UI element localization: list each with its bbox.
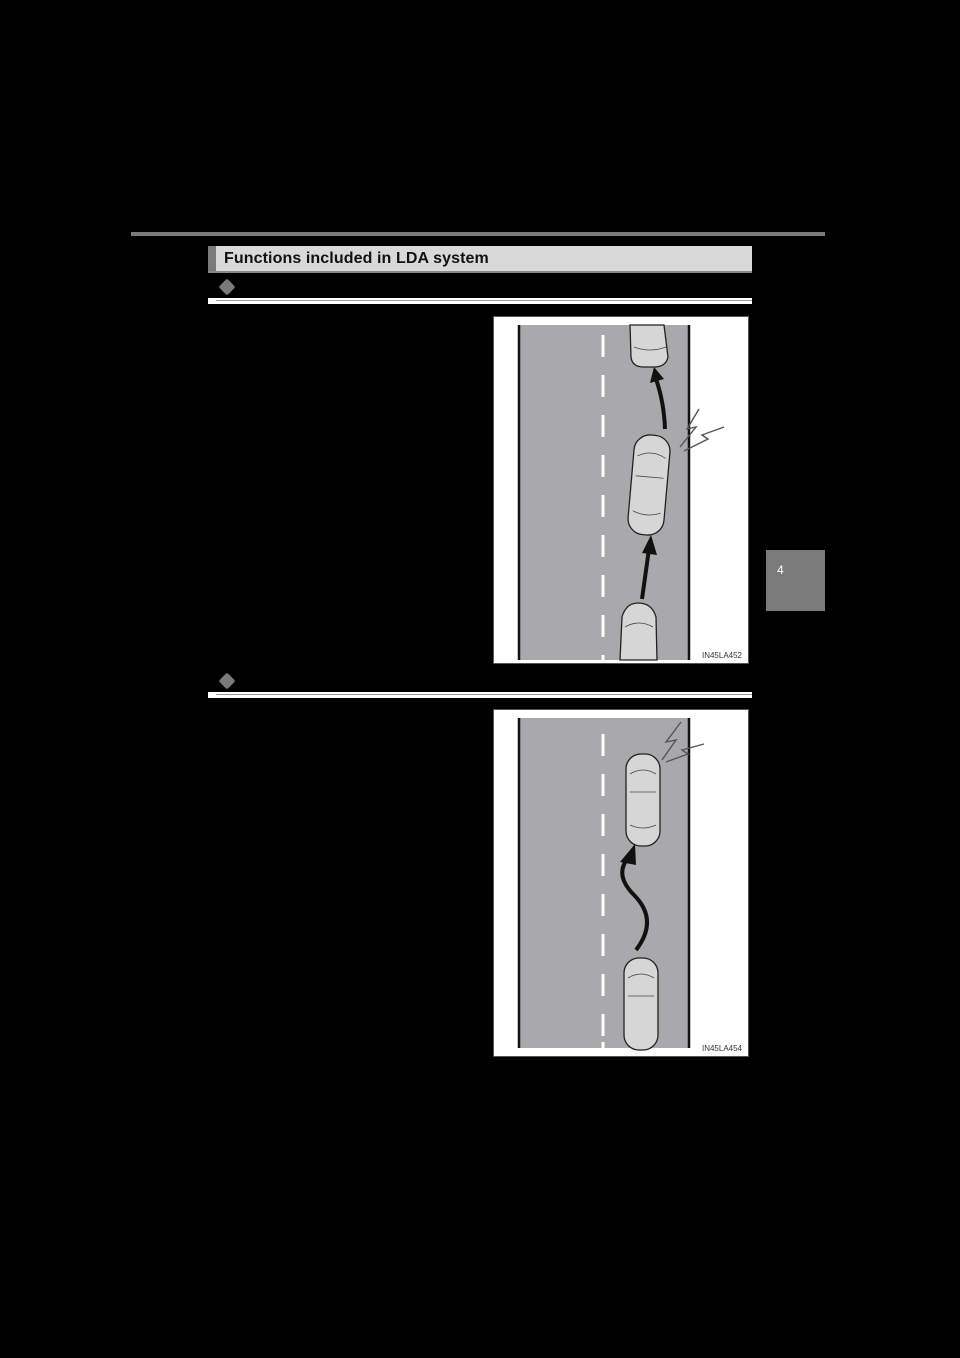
sway-warning-illustration (494, 710, 749, 1057)
subsection-rule (208, 692, 752, 698)
subsection-heading-1 (208, 276, 752, 306)
car-icon (620, 603, 657, 660)
section-title: Functions included in LDA system (224, 250, 489, 267)
chapter-number: 4 (777, 563, 784, 577)
car-icon (624, 958, 658, 1050)
figure-code: IN45LA452 (701, 651, 742, 660)
figure-code: IN45LA454 (701, 1044, 742, 1053)
figure-sway-warning (493, 709, 749, 1057)
subsection-heading-2 (208, 670, 752, 700)
lane-departure-illustration (494, 317, 749, 664)
car-icon (626, 754, 660, 846)
diamond-icon (219, 673, 236, 690)
section-header (208, 246, 752, 273)
chapter-tab[interactable] (766, 550, 825, 611)
diamond-icon (219, 279, 236, 296)
subsection-rule (208, 298, 752, 304)
top-rule (131, 232, 825, 236)
section-header-accent (208, 246, 216, 271)
figure-lane-departure-alert (493, 316, 749, 664)
car-icon (630, 325, 668, 367)
